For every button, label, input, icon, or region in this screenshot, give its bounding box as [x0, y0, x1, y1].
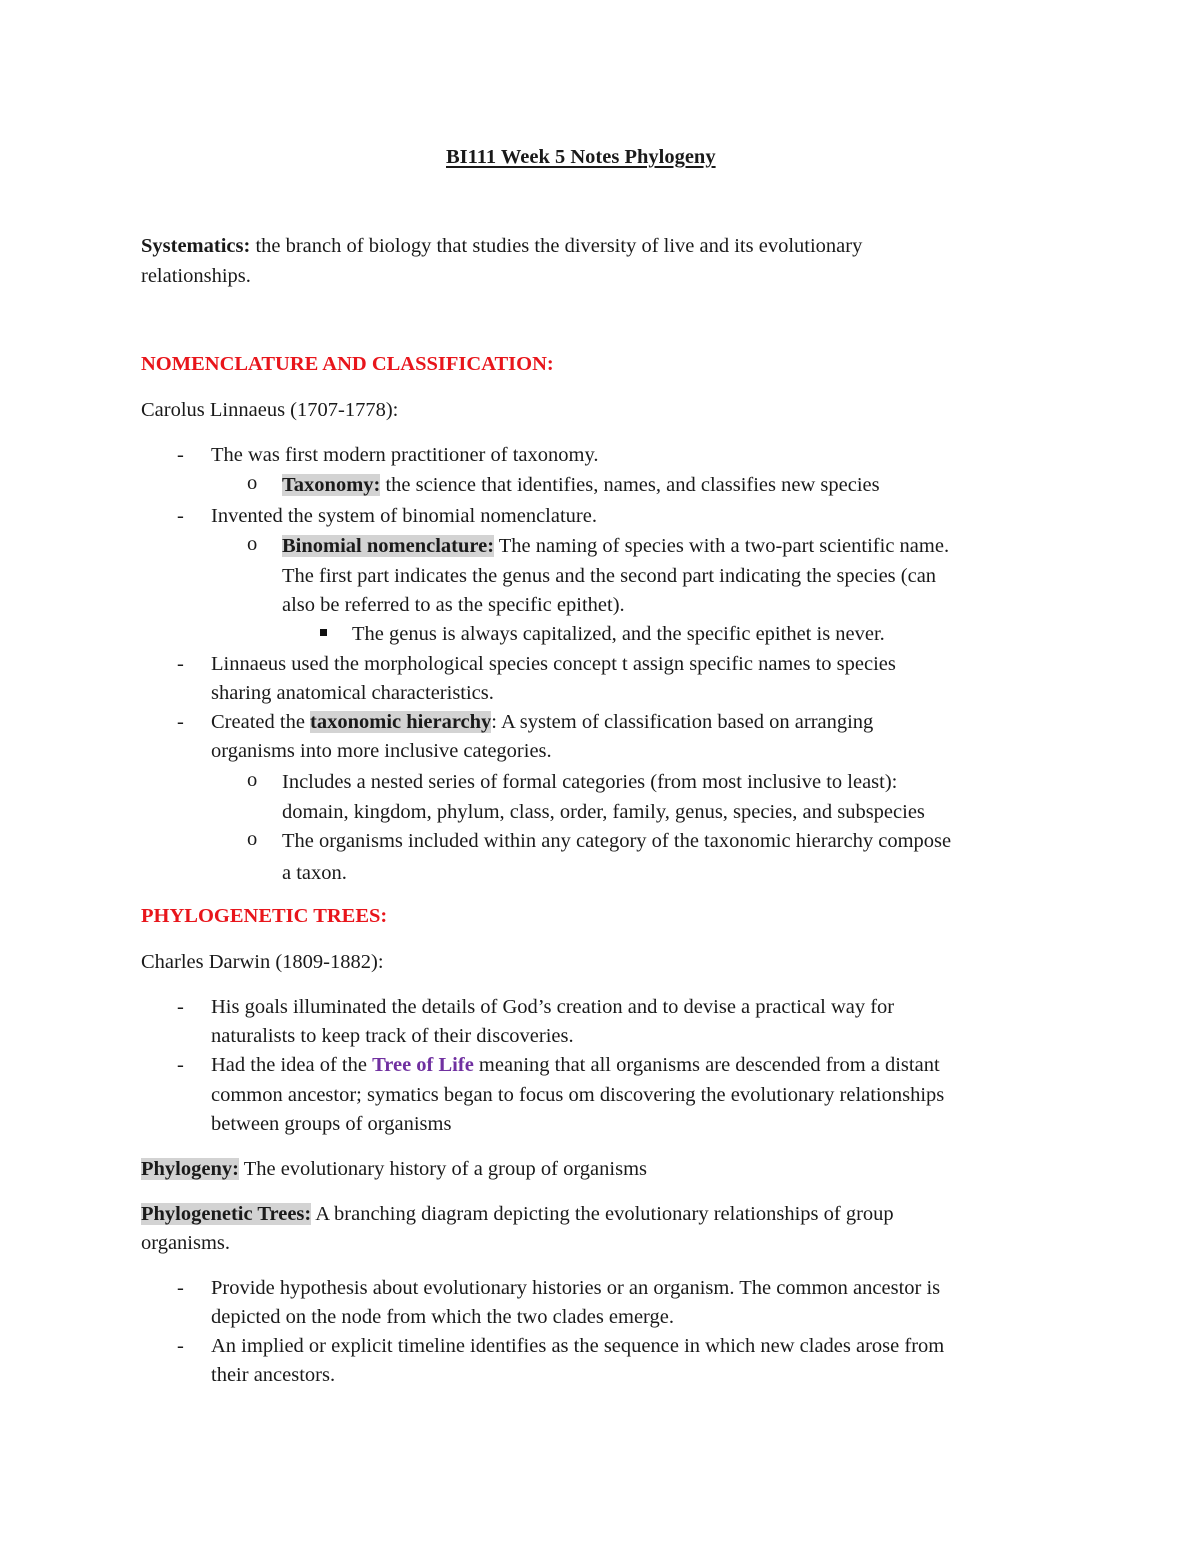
phylogeny-term: Phylogeny: — [141, 1158, 239, 1180]
tree-of-life-term: Tree of Life — [372, 1054, 474, 1076]
darwin-bullet-2-line1 — [211, 1055, 940, 1076]
bullet-dash: - — [177, 505, 184, 527]
systematics-def-line2: relationships. — [141, 265, 251, 287]
bullet-circle: o — [247, 533, 258, 555]
bullet-dash: - — [177, 711, 184, 733]
bullet-circle: o — [247, 828, 258, 850]
bullet-dash: - — [177, 1054, 184, 1076]
taxon-line1: The organisms included within any category of the taxonomic hierarchy compose — [282, 830, 952, 852]
linnaeus-bullet-4-line1 — [211, 712, 873, 733]
systematics-definition — [141, 236, 862, 257]
darwin-bullet-2-line2: common ancestor; symatics began to focus om discovering the evolutionary relationships — [211, 1084, 945, 1106]
phylogenetic-trees-definition — [141, 1204, 894, 1225]
linnaeus-bullet-4-line2: organisms into more inclusive categories. — [211, 740, 552, 762]
taxonomy-term: Taxonomy: — [282, 474, 381, 496]
section-heading-phylogenetic-trees: PHYLOGENETIC TREES: — [141, 905, 388, 927]
darwin-bullet-1-line1: His goals illuminated the details of God’s creation and to devise a practical way for — [211, 996, 895, 1018]
darwin-label: Charles Darwin (1809-1882): — [141, 951, 384, 973]
darwin-bullet-1-line2: naturalists to keep track of their discoveries. — [211, 1025, 574, 1047]
bullet-circle: o — [247, 769, 258, 791]
phylogenetic-trees-line2: organisms. — [141, 1232, 231, 1254]
linnaeus-bullet-3-line1: Linnaeus used the morphological species concept t assign specific names to species — [211, 653, 896, 675]
linnaeus-bullet-1: The was first modern practitioner of taxonomy. — [211, 444, 599, 466]
linnaeus-bullet-3-line2: sharing anatomical characteristics. — [211, 682, 494, 704]
phylogenetic-trees-term: Phylogenetic Trees: — [141, 1203, 312, 1225]
systematics-def-line1: the branch of biology that studies the diversity of live and its evolutionary — [250, 235, 863, 257]
document-title: BI111 Week 5 Notes Phylogeny — [446, 146, 716, 168]
section-heading-nomenclature: NOMENCLATURE AND CLASSIFICATION: — [141, 353, 554, 375]
phylogeny-definition — [141, 1159, 647, 1180]
taxonomic-hierarchy-term: taxonomic hierarchy — [310, 711, 492, 733]
binomial-text-line3: also be referred to as the specific epithet). — [282, 594, 625, 616]
nested-categories-line2: domain, kingdom, phylum, class, order, family, genus, species, and subspecies — [282, 801, 925, 823]
hierarchy-post: : A system of classification based on arranging — [491, 711, 874, 733]
systematics-term: Systematics: — [141, 235, 251, 257]
trees-bullet-2-line2: their ancestors. — [211, 1364, 336, 1386]
linnaeus-label: Carolus Linnaeus (1707-1778): — [141, 399, 399, 421]
bullet-dash: - — [177, 444, 184, 466]
taxonomy-text: the science that identifies, names, and classifies new species — [380, 474, 880, 496]
genus-capitalization-note: The genus is always capitalized, and the specific epithet is never. — [352, 623, 885, 645]
taxon-line2: a taxon. — [282, 862, 347, 884]
nested-categories-line1: Includes a nested series of formal categories (from most inclusive to least): — [282, 771, 898, 793]
bullet-dash: - — [177, 1277, 184, 1299]
binomial-text-line2: The first part indicates the genus and the second part indicating the species (can — [282, 565, 937, 587]
phylogenetic-trees-text: A branching diagram depicting the evolutionary relationships of group — [311, 1203, 894, 1225]
square-bullet-icon — [320, 629, 327, 636]
binomial-definition — [282, 536, 949, 557]
tree-of-life-post: meaning that all organisms are descended from a distant — [473, 1054, 940, 1076]
trees-bullet-1-line1: Provide hypothesis about evolutionary histories or an organism. The common ancestor is — [211, 1277, 941, 1299]
tree-of-life-pre: Had the idea of the — [211, 1054, 373, 1076]
binomial-term: Binomial nomenclature: — [282, 535, 495, 557]
bullet-dash: - — [177, 653, 184, 675]
phylogeny-text: The evolutionary history of a group of organisms — [238, 1158, 647, 1180]
trees-bullet-2-line1: An implied or explicit timeline identifies as the sequence in which new clades arose from — [211, 1335, 945, 1357]
darwin-bullet-2-line3: between groups of organisms — [211, 1113, 452, 1135]
bullet-dash: - — [177, 996, 184, 1018]
bullet-circle: o — [247, 472, 258, 494]
bullet-dash: - — [177, 1335, 184, 1357]
trees-bullet-1-line2: depicted on the node from which the two clades emerge. — [211, 1306, 674, 1328]
linnaeus-bullet-2: Invented the system of binomial nomenclature. — [211, 505, 597, 527]
taxonomy-definition — [282, 475, 880, 496]
binomial-text-line1: The naming of species with a two-part scientific name. — [494, 535, 950, 557]
hierarchy-pre: Created the — [211, 711, 311, 733]
